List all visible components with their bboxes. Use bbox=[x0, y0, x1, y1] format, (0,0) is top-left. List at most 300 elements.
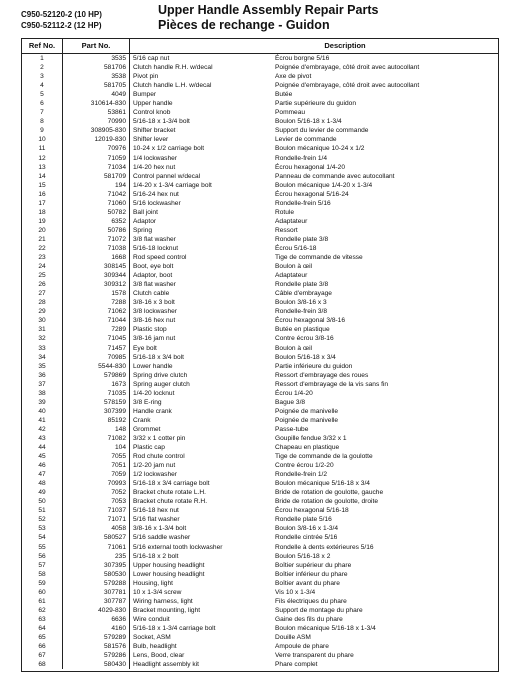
description-fr-cell: Écrou hexagonal 5/16-18 bbox=[275, 507, 349, 515]
table-row bbox=[22, 289, 498, 298]
table-row bbox=[22, 217, 498, 226]
description-en-cell: 5/16-18 x 3/4 carriage bolt bbox=[133, 480, 210, 488]
ref-no-header: Ref No. bbox=[22, 39, 63, 53]
description-en-cell: 5/16 cap nut bbox=[133, 55, 170, 62]
description-fr-cell: Ressort d'embrayage de la vis sans fin bbox=[275, 380, 389, 388]
description-fr-cell: Boulon 5/16-18 x 2 bbox=[275, 552, 331, 560]
table-row bbox=[22, 362, 498, 371]
table-row bbox=[22, 452, 498, 461]
description-fr-cell: Adaptateur bbox=[275, 272, 308, 280]
table-row bbox=[22, 226, 498, 235]
part-no-cell: 307781 bbox=[63, 588, 130, 597]
part-no-cell: 50786 bbox=[63, 226, 130, 235]
part-no-cell: 71059 bbox=[63, 154, 130, 163]
description-en-cell: 5/16-18 x 1-3/4 bolt bbox=[133, 118, 190, 126]
table-row bbox=[22, 172, 498, 181]
description-en-cell: Pivot pin bbox=[133, 73, 159, 81]
ref-no-cell: 17 bbox=[22, 199, 63, 208]
table-row bbox=[22, 135, 498, 144]
table-row bbox=[22, 642, 498, 651]
description-fr-cell: Écrou hexagonal 5/16-24 bbox=[275, 190, 349, 198]
description-fr-cell: Partie inférieure du guidon bbox=[275, 362, 353, 370]
description-fr-cell: Boîtier inférieur du phare bbox=[275, 570, 348, 578]
part-no-cell: 4049 bbox=[63, 90, 130, 99]
description-fr-cell: Boulon 3/8-16 x 3 bbox=[275, 299, 327, 307]
table-row bbox=[22, 208, 498, 217]
table-row bbox=[22, 579, 498, 588]
ref-no-cell: 53 bbox=[22, 524, 63, 533]
ref-no-cell: 23 bbox=[22, 253, 63, 262]
part-no-cell: 307395 bbox=[63, 561, 130, 570]
ref-no-cell: 35 bbox=[22, 362, 63, 371]
part-no-cell: 3535 bbox=[63, 54, 130, 63]
ref-no-cell: 2 bbox=[22, 63, 63, 72]
part-no-cell: 70985 bbox=[63, 353, 130, 362]
part-no-cell: 7288 bbox=[63, 298, 130, 307]
table-row bbox=[22, 506, 498, 515]
table-row bbox=[22, 515, 498, 524]
description-en-cell: 3/8 E-ring bbox=[133, 398, 162, 406]
table-row bbox=[22, 163, 498, 172]
part-no-cell: 71037 bbox=[63, 506, 130, 515]
description-fr-cell: Rondelle à dents extérieures 5/16 bbox=[275, 543, 374, 551]
description-fr-cell: Butée bbox=[275, 91, 293, 99]
parts-table bbox=[21, 38, 499, 672]
ref-no-cell: 44 bbox=[22, 443, 63, 452]
ref-no-cell: 65 bbox=[22, 633, 63, 642]
part-no-cell: 581576 bbox=[63, 642, 130, 651]
part-no-cell: 4058 bbox=[63, 524, 130, 533]
description-en-cell: 3/8-16 hex nut bbox=[133, 317, 176, 325]
part-no-cell: 71072 bbox=[63, 235, 130, 244]
ref-no-cell: 32 bbox=[22, 334, 63, 343]
description-en-cell: 3/8 lockwasher bbox=[133, 308, 177, 316]
description-en-cell: Grommet bbox=[133, 425, 161, 433]
description-en-cell: Plastic stop bbox=[133, 326, 167, 334]
table-row bbox=[22, 524, 498, 533]
description-fr-cell: Pommeau bbox=[275, 109, 306, 117]
description-fr-cell: Écrou 1/4-20 bbox=[275, 389, 313, 397]
table-row bbox=[22, 461, 498, 470]
part-no-cell: 308905-830 bbox=[63, 126, 130, 135]
part-no-cell: 310614-830 bbox=[63, 99, 130, 108]
part-no-cell: 1668 bbox=[63, 253, 130, 262]
ref-no-cell: 19 bbox=[22, 217, 63, 226]
ref-no-cell: 1 bbox=[22, 54, 63, 63]
table-row bbox=[22, 63, 498, 72]
part-no-cell: 148 bbox=[63, 425, 130, 434]
description-en-cell: 5/16-24 hex nut bbox=[133, 190, 179, 198]
description-fr-cell: Ressort d'embrayage des roues bbox=[275, 371, 369, 379]
part-no-cell: 7051 bbox=[63, 461, 130, 470]
ref-no-cell: 66 bbox=[22, 642, 63, 651]
part-no-cell: 12019-830 bbox=[63, 135, 130, 144]
table-row bbox=[22, 280, 498, 289]
description-fr-cell: Phare complet bbox=[275, 661, 318, 669]
description-fr-cell: Poignée de manivelle bbox=[275, 416, 339, 424]
ref-no-cell: 59 bbox=[22, 579, 63, 588]
part-no-cell: 308145 bbox=[63, 262, 130, 271]
ref-no-cell: 36 bbox=[22, 371, 63, 380]
description-en-cell: 1/4-20 hex nut bbox=[133, 163, 176, 171]
part-no-cell: 71071 bbox=[63, 515, 130, 524]
table-row bbox=[22, 117, 498, 126]
description-en-cell: Spring auger clutch bbox=[133, 380, 190, 388]
table-row bbox=[22, 389, 498, 398]
table-row bbox=[22, 588, 498, 597]
description-fr-cell: Boîtier avant du phare bbox=[275, 579, 340, 587]
description-header: Description bbox=[324, 41, 366, 50]
description-en-cell: Shifter bracket bbox=[133, 127, 176, 135]
table-row bbox=[22, 307, 498, 316]
table-row bbox=[22, 298, 498, 307]
description-fr-cell: Écrou borgne 5/16 bbox=[275, 55, 330, 62]
table-row bbox=[22, 561, 498, 570]
ref-no-cell: 24 bbox=[22, 262, 63, 271]
description-fr-cell: Douille ASM bbox=[275, 634, 311, 641]
table-row bbox=[22, 633, 498, 642]
page-title bbox=[158, 3, 378, 33]
ref-no-cell: 62 bbox=[22, 606, 63, 615]
description-fr-cell: Passe-tube bbox=[275, 425, 309, 433]
description-fr-cell: Verre transparent du phare bbox=[275, 652, 354, 660]
ref-no-cell: 54 bbox=[22, 533, 63, 542]
table-row bbox=[22, 416, 498, 425]
description-fr-cell: Fils électriques du phare bbox=[275, 597, 347, 605]
description-en-cell: 3/8-16 jam nut bbox=[133, 335, 176, 343]
ref-no-cell: 25 bbox=[22, 271, 63, 280]
description-fr-cell: Chapeau en plastique bbox=[275, 444, 340, 452]
part-no-cell: 71062 bbox=[63, 307, 130, 316]
description-en-cell: 3/8 flat washer bbox=[133, 235, 176, 243]
description-en-cell: 5/16-18 x 3/4 bolt bbox=[133, 353, 184, 361]
table-row bbox=[22, 651, 498, 660]
table-row bbox=[22, 334, 498, 343]
part-no-cell: 71082 bbox=[63, 434, 130, 443]
description-fr-cell: Bague 3/8 bbox=[275, 398, 306, 406]
description-en-cell: Handle crank bbox=[133, 407, 172, 415]
description-fr-cell: Boulon à œil bbox=[275, 344, 313, 352]
description-en-cell: Headlight assembly kit bbox=[133, 661, 199, 669]
description-en-cell: 5/16-18 x 1-3/4 carriage bolt bbox=[133, 624, 216, 632]
ref-no-cell: 7 bbox=[22, 108, 63, 117]
ref-no-cell: 46 bbox=[22, 461, 63, 470]
ref-no-cell: 26 bbox=[22, 280, 63, 289]
description-en-cell: 1/4-20 x 1-3/4 carriage bolt bbox=[133, 181, 212, 189]
description-fr-cell: Rondelle-frein 1/4 bbox=[275, 154, 328, 162]
description-en-cell: Eye bolt bbox=[133, 344, 157, 352]
description-fr-cell: Support de montage du phare bbox=[275, 606, 363, 614]
table-row bbox=[22, 597, 498, 606]
description-en-cell: 5/16 flat washer bbox=[133, 516, 180, 524]
part-no-cell: 1578 bbox=[63, 289, 130, 298]
ref-no-cell: 63 bbox=[22, 615, 63, 624]
description-fr-cell: Poignée d'embrayage, côté droit avec autocollant bbox=[275, 82, 420, 90]
part-no-cell: 71044 bbox=[63, 316, 130, 325]
table-body bbox=[22, 54, 498, 671]
ref-no-cell: 3 bbox=[22, 72, 63, 81]
description-en-cell: Wiring harness, light bbox=[133, 597, 193, 605]
table-row bbox=[22, 398, 498, 407]
table-row bbox=[22, 615, 498, 624]
description-fr-cell: Boulon mécanique 5/16-18 x 1-3/4 bbox=[275, 624, 376, 632]
part-no-cell: 71061 bbox=[63, 543, 130, 552]
table-row bbox=[22, 552, 498, 561]
description-en-cell: Control knob bbox=[133, 109, 171, 117]
ref-no-cell: 61 bbox=[22, 597, 63, 606]
table-row bbox=[22, 316, 498, 325]
ref-no-cell: 18 bbox=[22, 208, 63, 217]
description-fr-cell: Rondelle cintrée 5/16 bbox=[275, 534, 338, 542]
ref-no-cell: 13 bbox=[22, 163, 63, 172]
part-no-cell: 50782 bbox=[63, 208, 130, 217]
description-fr-cell: Rondelle-frein 5/16 bbox=[275, 199, 331, 207]
description-en-cell: 5/16-18 x 2 bolt bbox=[133, 552, 179, 560]
part-no-cell: 581705 bbox=[63, 81, 130, 90]
description-en-cell: Clutch handle L.H. w/decal bbox=[133, 82, 212, 90]
ref-no-cell: 56 bbox=[22, 552, 63, 561]
table-row bbox=[22, 543, 498, 552]
ref-no-cell: 30 bbox=[22, 316, 63, 325]
table-row bbox=[22, 497, 498, 506]
ref-no-cell: 20 bbox=[22, 226, 63, 235]
description-en-cell: 5/16 lockwasher bbox=[133, 199, 181, 207]
part-no-cell: 7053 bbox=[63, 497, 130, 506]
ref-no-cell: 47 bbox=[22, 470, 63, 479]
part-no-cell: 7055 bbox=[63, 452, 130, 461]
table-row bbox=[22, 660, 498, 669]
part-no-cell: 71038 bbox=[63, 244, 130, 253]
part-no-cell: 235 bbox=[63, 552, 130, 561]
model-number: C950-52112-2 (12 HP) bbox=[21, 21, 102, 30]
table-row bbox=[22, 262, 498, 271]
ref-no-cell: 21 bbox=[22, 235, 63, 244]
description-fr-cell: Partie supérieure du guidon bbox=[275, 100, 357, 108]
description-fr-cell: Contre écrou 1/2-20 bbox=[275, 462, 334, 470]
description-fr-cell: Contre écrou 3/8-16 bbox=[275, 335, 334, 343]
description-fr-cell: Rondelle-frein 1/2 bbox=[275, 471, 328, 479]
part-no-cell: 53861 bbox=[63, 108, 130, 117]
table-row bbox=[22, 90, 498, 99]
ref-no-cell: 39 bbox=[22, 398, 63, 407]
part-no-cell: 307787 bbox=[63, 597, 130, 606]
description-fr-cell: Adaptateur bbox=[275, 217, 308, 225]
ref-no-cell: 67 bbox=[22, 651, 63, 660]
ref-no-cell: 42 bbox=[22, 425, 63, 434]
description-en-cell: Shifter lever bbox=[133, 136, 169, 144]
part-no-cell: 70990 bbox=[63, 117, 130, 126]
part-no-cell: 6352 bbox=[63, 217, 130, 226]
table-row bbox=[22, 425, 498, 434]
part-no-cell: 578159 bbox=[63, 398, 130, 407]
description-fr-cell: Poignée d'embrayage, côté droit avec autocollant bbox=[275, 64, 420, 72]
part-no-cell: 194 bbox=[63, 181, 130, 190]
description-en-cell: 1/4 lockwasher bbox=[133, 154, 177, 162]
ref-no-cell: 38 bbox=[22, 389, 63, 398]
table-row bbox=[22, 72, 498, 81]
part-no-cell: 579869 bbox=[63, 371, 130, 380]
ref-no-cell: 15 bbox=[22, 181, 63, 190]
table-row bbox=[22, 606, 498, 615]
description-fr-cell: Boulon 3/8-16 x 1-3/4 bbox=[275, 525, 339, 533]
description-en-cell: Crank bbox=[133, 416, 151, 424]
table-row bbox=[22, 570, 498, 579]
description-en-cell: Upper handle bbox=[133, 100, 173, 108]
part-no-cell: 70993 bbox=[63, 479, 130, 488]
table-row bbox=[22, 344, 498, 353]
table-row bbox=[22, 181, 498, 190]
description-en-cell: Housing, light bbox=[133, 579, 173, 587]
ref-no-cell: 57 bbox=[22, 561, 63, 570]
description-fr-cell: Panneau de commande avec autocollant bbox=[275, 172, 395, 180]
description-en-cell: Adaptor, boot bbox=[133, 272, 173, 280]
description-en-cell: Clutch handle R.H. w/decal bbox=[133, 64, 213, 72]
description-en-cell: Socket, ASM bbox=[133, 634, 171, 641]
description-fr-cell: Boulon 5/16-18 x 3/4 bbox=[275, 353, 336, 361]
description-en-cell: 1/4-20 locknut bbox=[133, 389, 175, 397]
description-fr-cell: Boulon mécanique 1/4-20 x 1-3/4 bbox=[275, 181, 373, 189]
description-en-cell: Lower handle bbox=[133, 362, 173, 370]
description-fr-cell: Butée en plastique bbox=[275, 326, 330, 334]
ref-no-cell: 6 bbox=[22, 99, 63, 108]
description-en-cell: Bumper bbox=[133, 91, 157, 99]
table-row bbox=[22, 253, 498, 262]
title-english: Upper Handle Assembly Repair Parts bbox=[158, 3, 379, 17]
part-no-cell: 71035 bbox=[63, 389, 130, 398]
part-no-cell: 309312 bbox=[63, 280, 130, 289]
description-fr-cell: Rotule bbox=[275, 208, 295, 216]
ref-no-cell: 68 bbox=[22, 660, 63, 669]
description-en-cell: 10-24 x 1/2 carriage bolt bbox=[133, 145, 205, 153]
description-en-cell: 3/8-16 x 1-3/4 bolt bbox=[133, 525, 187, 533]
ref-no-cell: 48 bbox=[22, 479, 63, 488]
part-no-cell: 4029-830 bbox=[63, 606, 130, 615]
part-no-cell: 5544-830 bbox=[63, 362, 130, 371]
table-row bbox=[22, 479, 498, 488]
ref-no-cell: 8 bbox=[22, 117, 63, 126]
part-no-cell: 71034 bbox=[63, 163, 130, 172]
table-row bbox=[22, 434, 498, 443]
table-row bbox=[22, 624, 498, 633]
table-row bbox=[22, 81, 498, 90]
description-en-cell: 5/16 external tooth lockwasher bbox=[133, 543, 223, 551]
table-row bbox=[22, 235, 498, 244]
part-no-cell: 71042 bbox=[63, 190, 130, 199]
ref-no-cell: 34 bbox=[22, 353, 63, 362]
ref-no-cell: 14 bbox=[22, 172, 63, 181]
part-no-cell: 71457 bbox=[63, 344, 130, 353]
table-row bbox=[22, 407, 498, 416]
description-fr-cell: Axe de pivot bbox=[275, 73, 312, 81]
description-en-cell: Boot, eye bolt bbox=[133, 263, 174, 271]
ref-no-cell: 31 bbox=[22, 325, 63, 334]
part-no-cell: 1673 bbox=[63, 380, 130, 389]
ref-no-cell: 29 bbox=[22, 307, 63, 316]
table-row bbox=[22, 443, 498, 452]
description-fr-cell: Boîtier supérieur du phare bbox=[275, 561, 352, 569]
description-en-cell: 1/2 lockwasher bbox=[133, 471, 177, 479]
description-fr-cell: Câble d'embrayage bbox=[275, 290, 332, 298]
part-no-header: Part No. bbox=[63, 39, 130, 53]
ref-no-cell: 52 bbox=[22, 515, 63, 524]
ref-no-cell: 55 bbox=[22, 543, 63, 552]
ref-no-cell: 5 bbox=[22, 90, 63, 99]
ref-no-cell: 37 bbox=[22, 380, 63, 389]
title-french: Pièces de rechange - Guidon bbox=[158, 18, 330, 32]
part-no-cell: 309344 bbox=[63, 271, 130, 280]
description-fr-cell: Ressort bbox=[275, 226, 298, 234]
part-no-cell: 104 bbox=[63, 443, 130, 452]
description-en-cell: Lens, Bood, clear bbox=[133, 652, 185, 660]
table-row bbox=[22, 99, 498, 108]
ref-no-cell: 58 bbox=[22, 570, 63, 579]
ref-no-cell: 9 bbox=[22, 126, 63, 135]
table-header bbox=[22, 39, 498, 54]
description-fr-cell: Vis 10 x 1-3/4 bbox=[275, 588, 316, 596]
description-fr-cell: Boulon mécanique 10-24 x 1/2 bbox=[275, 145, 365, 153]
description-fr-cell: Tige de commande de vitesse bbox=[275, 254, 363, 262]
description-fr-cell: Poignée de manivelle bbox=[275, 407, 339, 415]
part-no-cell: 6636 bbox=[63, 615, 130, 624]
part-no-cell: 70976 bbox=[63, 144, 130, 153]
table-row bbox=[22, 488, 498, 497]
table-row bbox=[22, 190, 498, 199]
part-no-cell: 580530 bbox=[63, 570, 130, 579]
ref-no-cell: 28 bbox=[22, 298, 63, 307]
ref-no-cell: 27 bbox=[22, 289, 63, 298]
description-en-cell: Plastic cap bbox=[133, 444, 165, 452]
ref-no-cell: 41 bbox=[22, 416, 63, 425]
description-fr-cell: Bride de rotation de goulotte, droite bbox=[275, 498, 379, 506]
description-en-cell: Rod chute control bbox=[133, 453, 185, 461]
description-en-cell: 5/16 saddle washer bbox=[133, 534, 191, 542]
ref-no-cell: 50 bbox=[22, 497, 63, 506]
part-no-cell: 71045 bbox=[63, 334, 130, 343]
description-fr-cell: Goupille fendue 3/32 x 1 bbox=[275, 434, 347, 442]
description-en-cell: Lower housing headlight bbox=[133, 570, 205, 578]
part-no-cell: 307399 bbox=[63, 407, 130, 416]
model-numbers bbox=[21, 9, 102, 31]
description-en-cell: Bulb, headlight bbox=[133, 643, 177, 651]
ref-no-cell: 60 bbox=[22, 588, 63, 597]
table-row bbox=[22, 470, 498, 479]
description-en-cell: Spring drive clutch bbox=[133, 371, 188, 379]
description-fr-cell: Rondelle plate 5/16 bbox=[275, 516, 332, 524]
ref-no-cell: 10 bbox=[22, 135, 63, 144]
description-en-cell: Clutch cable bbox=[133, 290, 170, 298]
part-no-cell: 580527 bbox=[63, 533, 130, 542]
table-row bbox=[22, 126, 498, 135]
table-row bbox=[22, 533, 498, 542]
table-row bbox=[22, 353, 498, 362]
part-no-cell: 580430 bbox=[63, 660, 130, 669]
description-en-cell: Bracket chute rotate R.H. bbox=[133, 498, 208, 506]
ref-no-cell: 12 bbox=[22, 154, 63, 163]
description-en-cell: 10 x 1-3/4 screw bbox=[133, 588, 182, 596]
description-fr-cell: Écrou hexagonal 3/8-16 bbox=[275, 317, 346, 325]
description-fr-cell: Bride de rotation de goulotte, gauche bbox=[275, 489, 384, 497]
table-row bbox=[22, 108, 498, 117]
ref-no-cell: 40 bbox=[22, 407, 63, 416]
table-row bbox=[22, 271, 498, 280]
description-fr-cell: Écrou hexagonal 1/4-20 bbox=[275, 163, 346, 171]
ref-no-cell: 4 bbox=[22, 81, 63, 90]
ref-no-cell: 49 bbox=[22, 488, 63, 497]
description-en-cell: 1/2-20 jam nut bbox=[133, 462, 176, 470]
table-row bbox=[22, 371, 498, 380]
description-en-cell: Ball joint bbox=[133, 208, 158, 216]
part-no-cell: 7059 bbox=[63, 470, 130, 479]
